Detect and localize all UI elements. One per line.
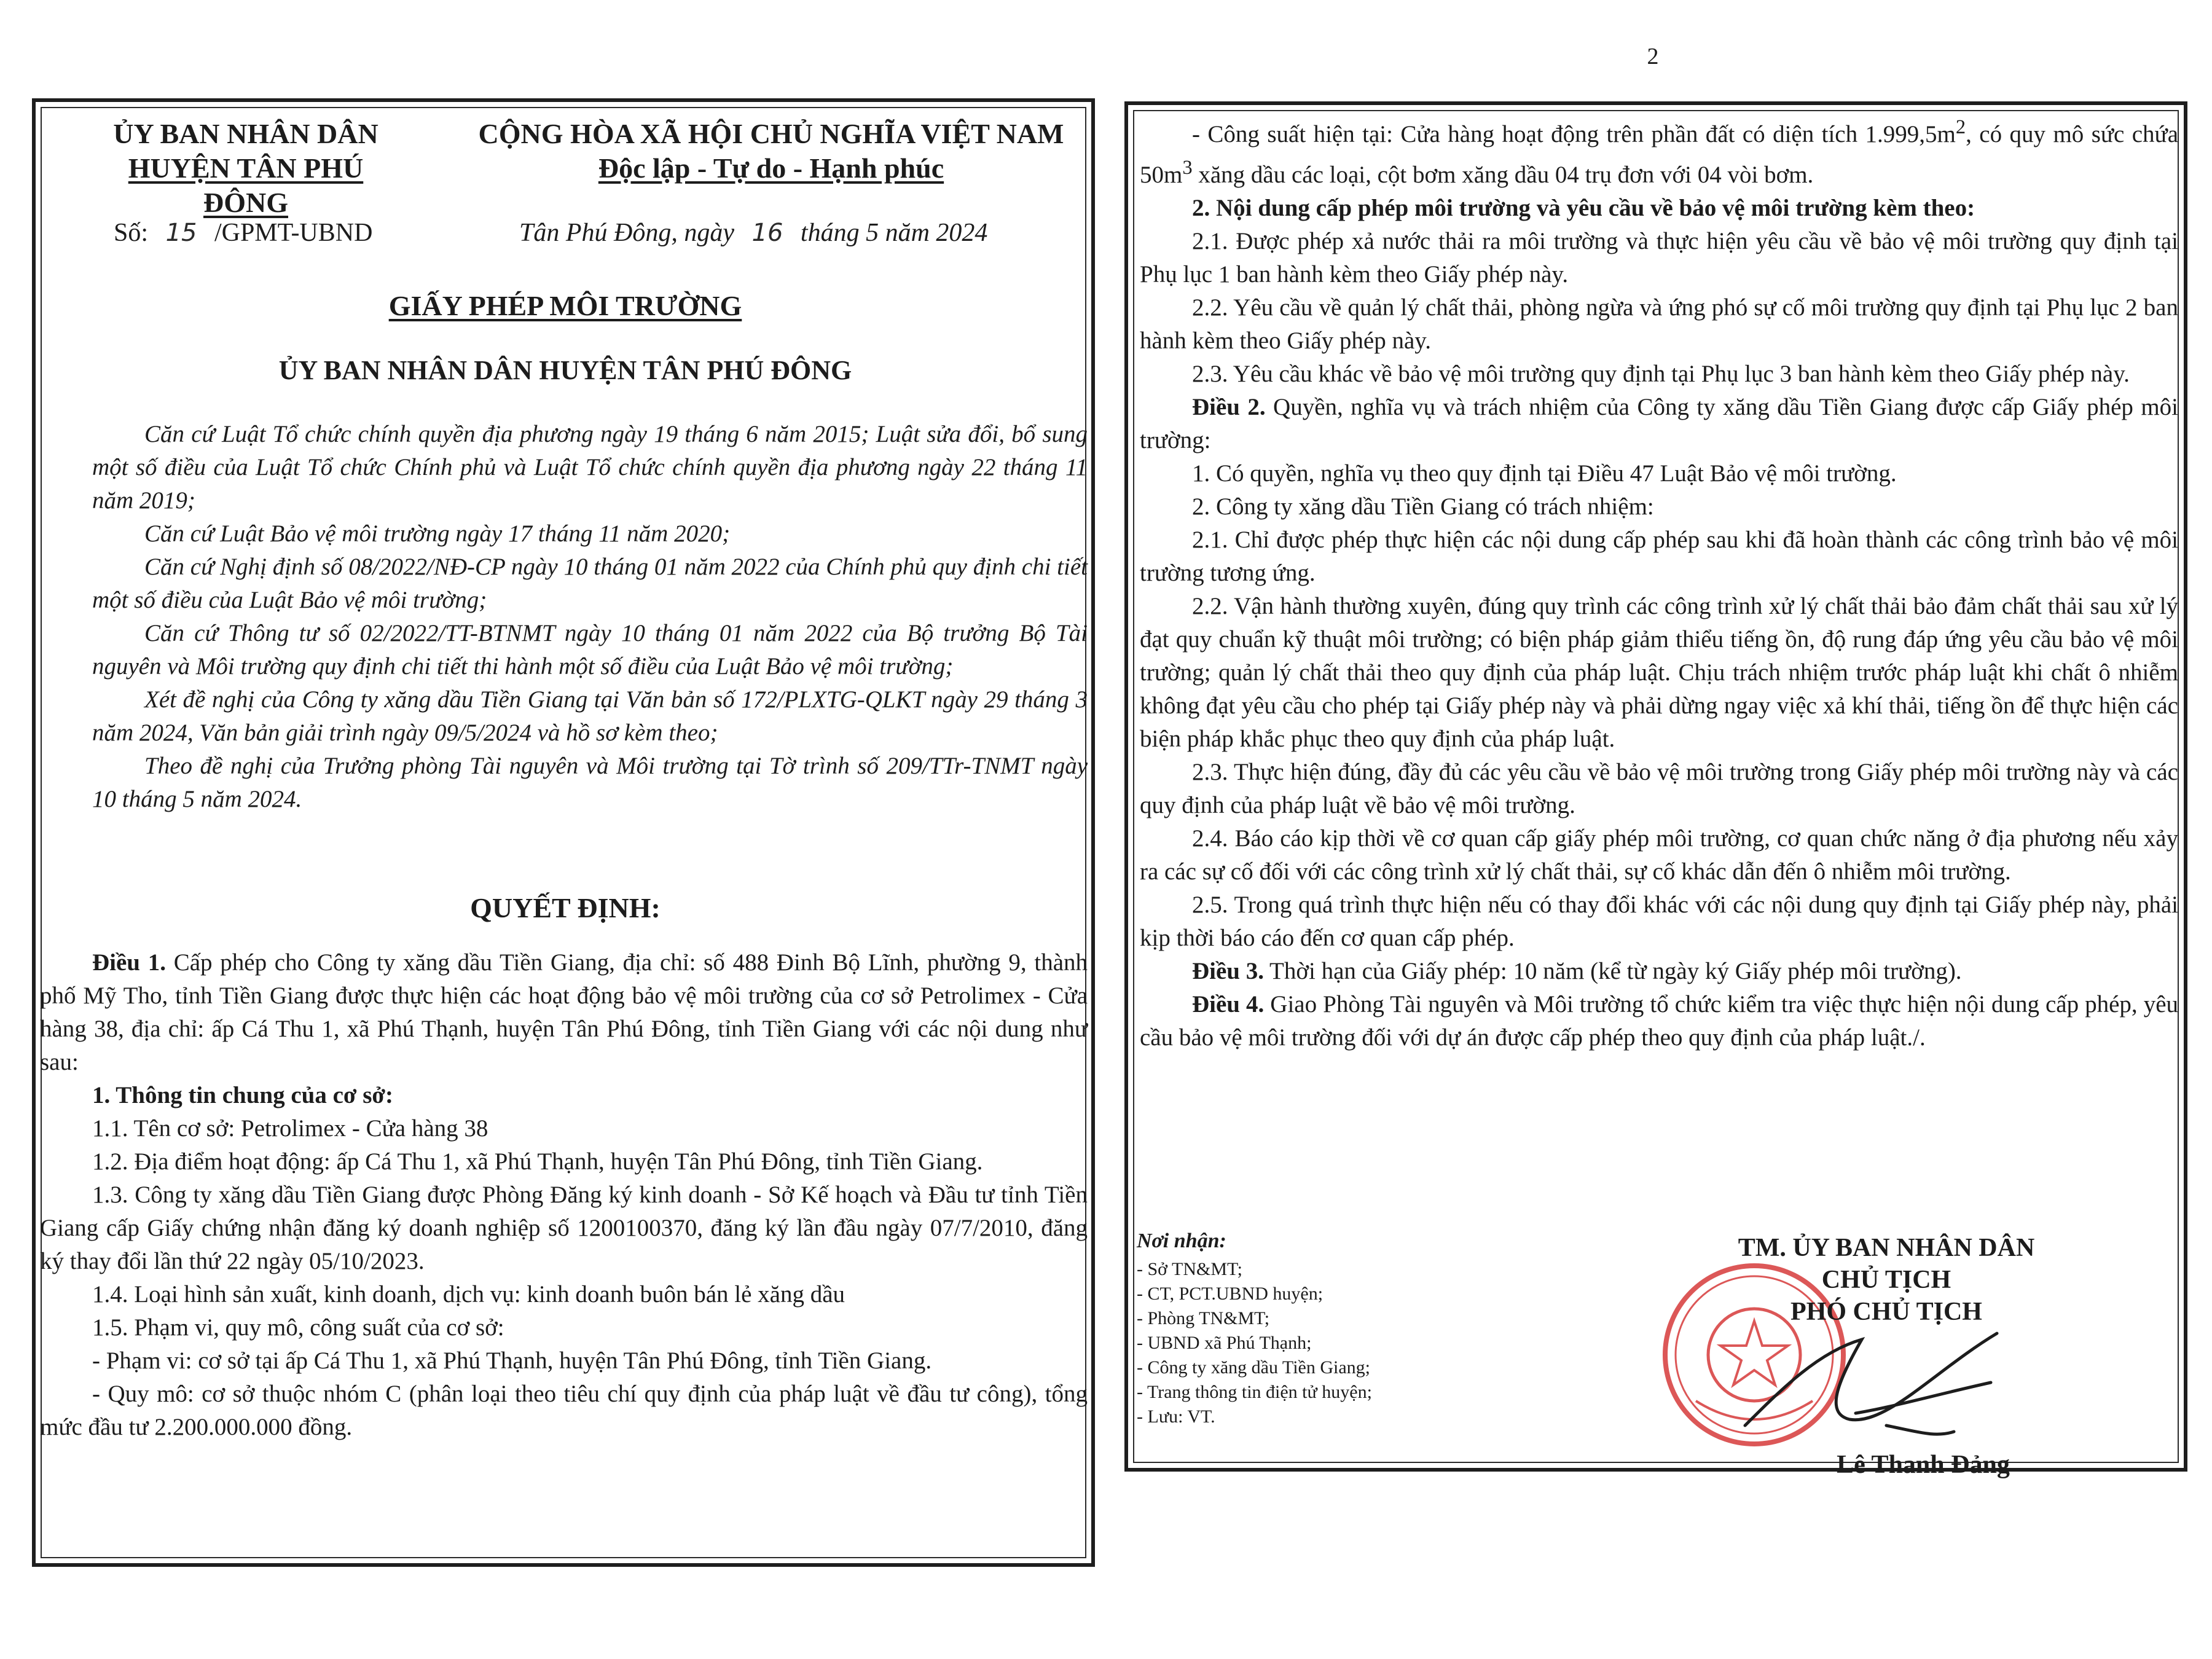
recipient: - UBND xã Phú Thạnh; [1137,1333,1312,1353]
agency-line-1: ỦY BAN NHÂN DÂN [113,118,378,149]
signer-name: Lê Thanh Đảng [1837,1451,2010,1479]
handwritten-number: 15 [165,219,197,247]
page-2-body [1140,111,2178,1054]
issuer-heading: ỦY BAN NHÂN DÂN HUYỆN TÂN PHÚ ĐÔNG [278,355,852,385]
item-1-4: 1.4. Loại hình sản xuất, kinh doanh, dịch vụ: kinh doanh buôn bán lẻ xăng dầu [92,1281,845,1308]
handwritten-signature [1733,1315,2015,1456]
recipient: - Sở TN&MT; [1137,1259,1243,1279]
national-motto-1: CỘNG HÒA XÃ HỘI CHỦ NGHĨA VIỆT NAM [478,118,1064,149]
document-title: GIẤY PHÉP MÔI TRƯỜNG [388,290,742,321]
item-1-1: 1.1. Tên cơ sở: Petrolimex - Cửa hàng 38 [92,1115,488,1142]
sign-line: PHÓ CHỦ TỊCH [1790,1298,1982,1326]
page-number: 2 [1647,44,1659,69]
recipient: - Lưu: VT. [1137,1406,1215,1427]
item-1-2: 1.2. Địa điểm hoạt động: ấp Cá Thu 1, xã Phú Thạnh, huyện Tân Phú Đông, tỉnh Tiền Giang. [92,1148,983,1175]
article-1-text: Điều 1. Cấp phép cho Công ty xăng dầu Tiền Giang, địa chỉ: số 488 Đinh Bộ Lĩnh, phường 9, thành phố Mỹ Tho, tỉnh Tiền Giang được thực hiện các hoạt động bảo vệ môi trường của cơ sở Petrolimex - Cửa hàng 38, địa chỉ: ấp Cá Thu 1, xã Phú Thạnh, huyện Tân Phú Đông, tỉnh Tiền Giang với các nội dung như sau: [40,949,1088,1075]
article-1 [40,946,1088,1444]
item-scale: - Quy mô: cơ sở thuộc nhóm C (phân loại theo tiêu chí quy định của pháp luật về đầu tư công), tổng mức đầu tư 2.200.000.000 đồng. [40,1381,1088,1440]
capacity-text: - Công suất hiện tại: Cửa hàng hoạt động trên phần đất có diện tích $1.999,5m^2$, có quy mô sức chứa $50m^3$ xăng dầu các loại, cột bơm xăng dầu 04 trụ đơn với 04 vòi bơm. [1140,116,2179,188]
item-1-5: 1.5. Phạm vi, quy mô, công suất của cơ sở: [92,1314,504,1341]
page-1 [25,18,1106,1628]
recipients-title: Nơi nhận: [1137,1230,1226,1252]
handwritten-day: 16 [751,219,783,247]
item-2-3: 2.3. Yêu cầu khác về bảo vệ môi trường quy định tại Phụ lục 3 ban hành kèm theo Giấy phép này. [1192,361,2130,387]
legal-bases [92,418,1088,816]
document-number: Số: 15 /GPMT-UBND [114,219,373,247]
page-2 [1112,18,2194,1628]
article-2-item: 1. Có quyền, nghĩa vụ theo quy định tại Điều 47 Luật Bảo vệ môi trường. [1192,460,1897,487]
legal-basis: Căn cứ Luật Tổ chức chính quyền địa phương ngày 19 tháng 6 năm 2015; Luật sửa đổi, bổ sung một số điều của Luật Tổ chức Chính phủ và Luật Tổ chức chính quyền địa phương ngày 22 tháng 11 năm 2019; [92,421,1088,514]
article-2-item: 2.2. Vận hành thường xuyên, đúng quy trình các công trình xử lý chất thải bảo đảm chất thải sau xử lý đạt quy chuẩn kỹ thuật môi trường; có biện pháp giảm thiểu tiếng ồn, độ rung đáp ứng yêu cầu bảo vệ môi trường; quản lý chất thải theo quy định của pháp luật. Chịu trách nhiệm trước pháp luật khi chất ô nhiễm không đạt yêu cầu cho phép tại Giấy phép này và phải dừng ngay việc xả khí thải, tiếng ồn để thực hiện các biện pháp khắc phục theo quy định của pháp luật. [1140,593,2178,752]
recipient: - CT, PCT.UBND huyện; [1137,1284,1324,1304]
sign-line: TM. ỦY BAN NHÂN DÂN [1738,1234,2035,1262]
article-4-text: Điều 4. Giao Phòng Tài nguyên và Môi trường tổ chức kiểm tra việc thực hiện nội dung cấp phép, yêu cầu bảo vệ môi trường đối với dự án được cấp phép theo quy định của pháp luật./. [1140,991,2179,1051]
signature-block [1690,1232,2083,1328]
legal-basis: Căn cứ Nghị định số 08/2022/NĐ-CP ngày 10 tháng 01 năm 2022 của Chính phủ quy định chi tiết một số điều của Luật Bảo vệ môi trường; [92,554,1088,613]
agency-line-2: HUYỆN TÂN PHÚ ĐÔNG [128,152,364,218]
article-2-item: 2.3. Thực hiện đúng, đầy đủ các yêu cầu về bảo vệ môi trường trong Giấy phép môi trường này và các quy định của pháp luật về bảo vệ môi trường. [1140,759,2178,818]
national-header [455,117,1088,186]
legal-basis: Theo đề nghị của Trưởng phòng Tài nguyên và Môi trường tại Tờ trình số 209/TTr-TNMT ngày 10 tháng 5 năm 2024. [92,753,1088,812]
item-2-2: 2.2. Yêu cầu về quản lý chất thải, phòng ngừa và ứng phó sự cố môi trường quy định tại Phụ lục 2 ban hành kèm theo Giấy phép này. [1140,294,2178,354]
issue-date: Tân Phú Đông, ngày 16 tháng 5 năm 2024 [519,219,988,247]
legal-basis: Căn cứ Luật Bảo vệ môi trường ngày 17 tháng 11 năm 2020; [144,520,731,547]
recipient: - Công ty xăng dầu Tiền Giang; [1137,1357,1370,1378]
article-2-item: 2. Công ty xăng dầu Tiền Giang có trách nhiệm: [1192,493,1654,520]
decision-heading: QUYẾT ĐỊNH: [470,892,661,924]
item-scope: - Phạm vi: cơ sở tại ấp Cá Thu 1, xã Phú Thạnh, huyện Tân Phú Đông, tỉnh Tiền Giang. [92,1347,932,1374]
recipient: - Phòng TN&MT; [1137,1308,1270,1328]
article-3-text: Điều 3. Thời hạn của Giấy phép: 10 năm (kể từ ngày ký Giấy phép môi trường). [1192,958,1962,984]
section-2-heading: 2. Nội dung cấp phép môi trường và yêu cầu về bảo vệ môi trường kèm theo: [1192,195,1975,221]
article-2-text: Điều 2. Quyền, nghĩa vụ và trách nhiệm của Công ty xăng dầu Tiền Giang được cấp Giấy phép môi trường: [1140,394,2178,453]
national-motto-2: Độc lập - Tự do - Hạnh phúc [598,152,944,184]
article-2-item: 2.5. Trong quá trình thực hiện nếu có thay đổi khác với các nội dung quy định tại Giấy phép này, phải kịp thời báo cáo đến cơ quan cấp phép. [1140,892,2178,951]
item-1-3: 1.3. Công ty xăng dầu Tiền Giang được Phòng Đăng ký kinh doanh - Sở Kế hoạch và Đầu tư tỉnh Tiền Giang cấp Giấy chứng nhận đăng ký doanh nghiệp số 1200100370, đăng ký lần đầu ngày 07/7/2010, đăng ký thay đổi lần thứ 22 ngày 05/10/2023. [40,1182,1088,1274]
recipient: - Trang thông tin điện tử huyện; [1137,1382,1372,1402]
section-1-heading: 1. Thông tin chung của cơ sở: [92,1082,393,1108]
item-2-1: 2.1. Được phép xả nước thải ra môi trường và thực hiện yêu cầu về bảo vệ môi trường quy định tại Phụ lục 1 ban hành kèm theo Giấy phép này. [1140,228,2178,288]
legal-basis: Xét đề nghị của Công ty xăng dầu Tiền Giang tại Văn bản số 172/PLXTG-QLKT ngày 29 tháng 3 năm 2024, Văn bản giải trình ngày 09/5/2024 và hồ sơ kèm theo; [92,686,1088,746]
agency-header [92,117,399,220]
article-2-item: 2.1. Chỉ được phép thực hiện các nội dung cấp phép sau khi đã hoàn thành các công trình bảo vệ môi trường tương ứng. [1140,527,2178,586]
recipients-block [1137,1229,1481,1429]
sign-line: CHỦ TỊCH [1821,1266,1951,1294]
legal-basis: Căn cứ Thông tư số 02/2022/TT-BTNMT ngày 10 tháng 01 năm 2022 của Bộ trưởng Bộ Tài nguyên và Môi trường quy định chi tiết thi hành một số điều của Luật Bảo vệ môi trường; [92,620,1088,680]
article-2-item: 2.4. Báo cáo kịp thời về cơ quan cấp giấy phép môi trường, cơ quan chức năng ở địa phương nếu xảy ra các sự cố đối với các công trình xử lý chất thải, sự cố khác dẫn đến ô nhiễm môi trường. [1140,825,2178,885]
